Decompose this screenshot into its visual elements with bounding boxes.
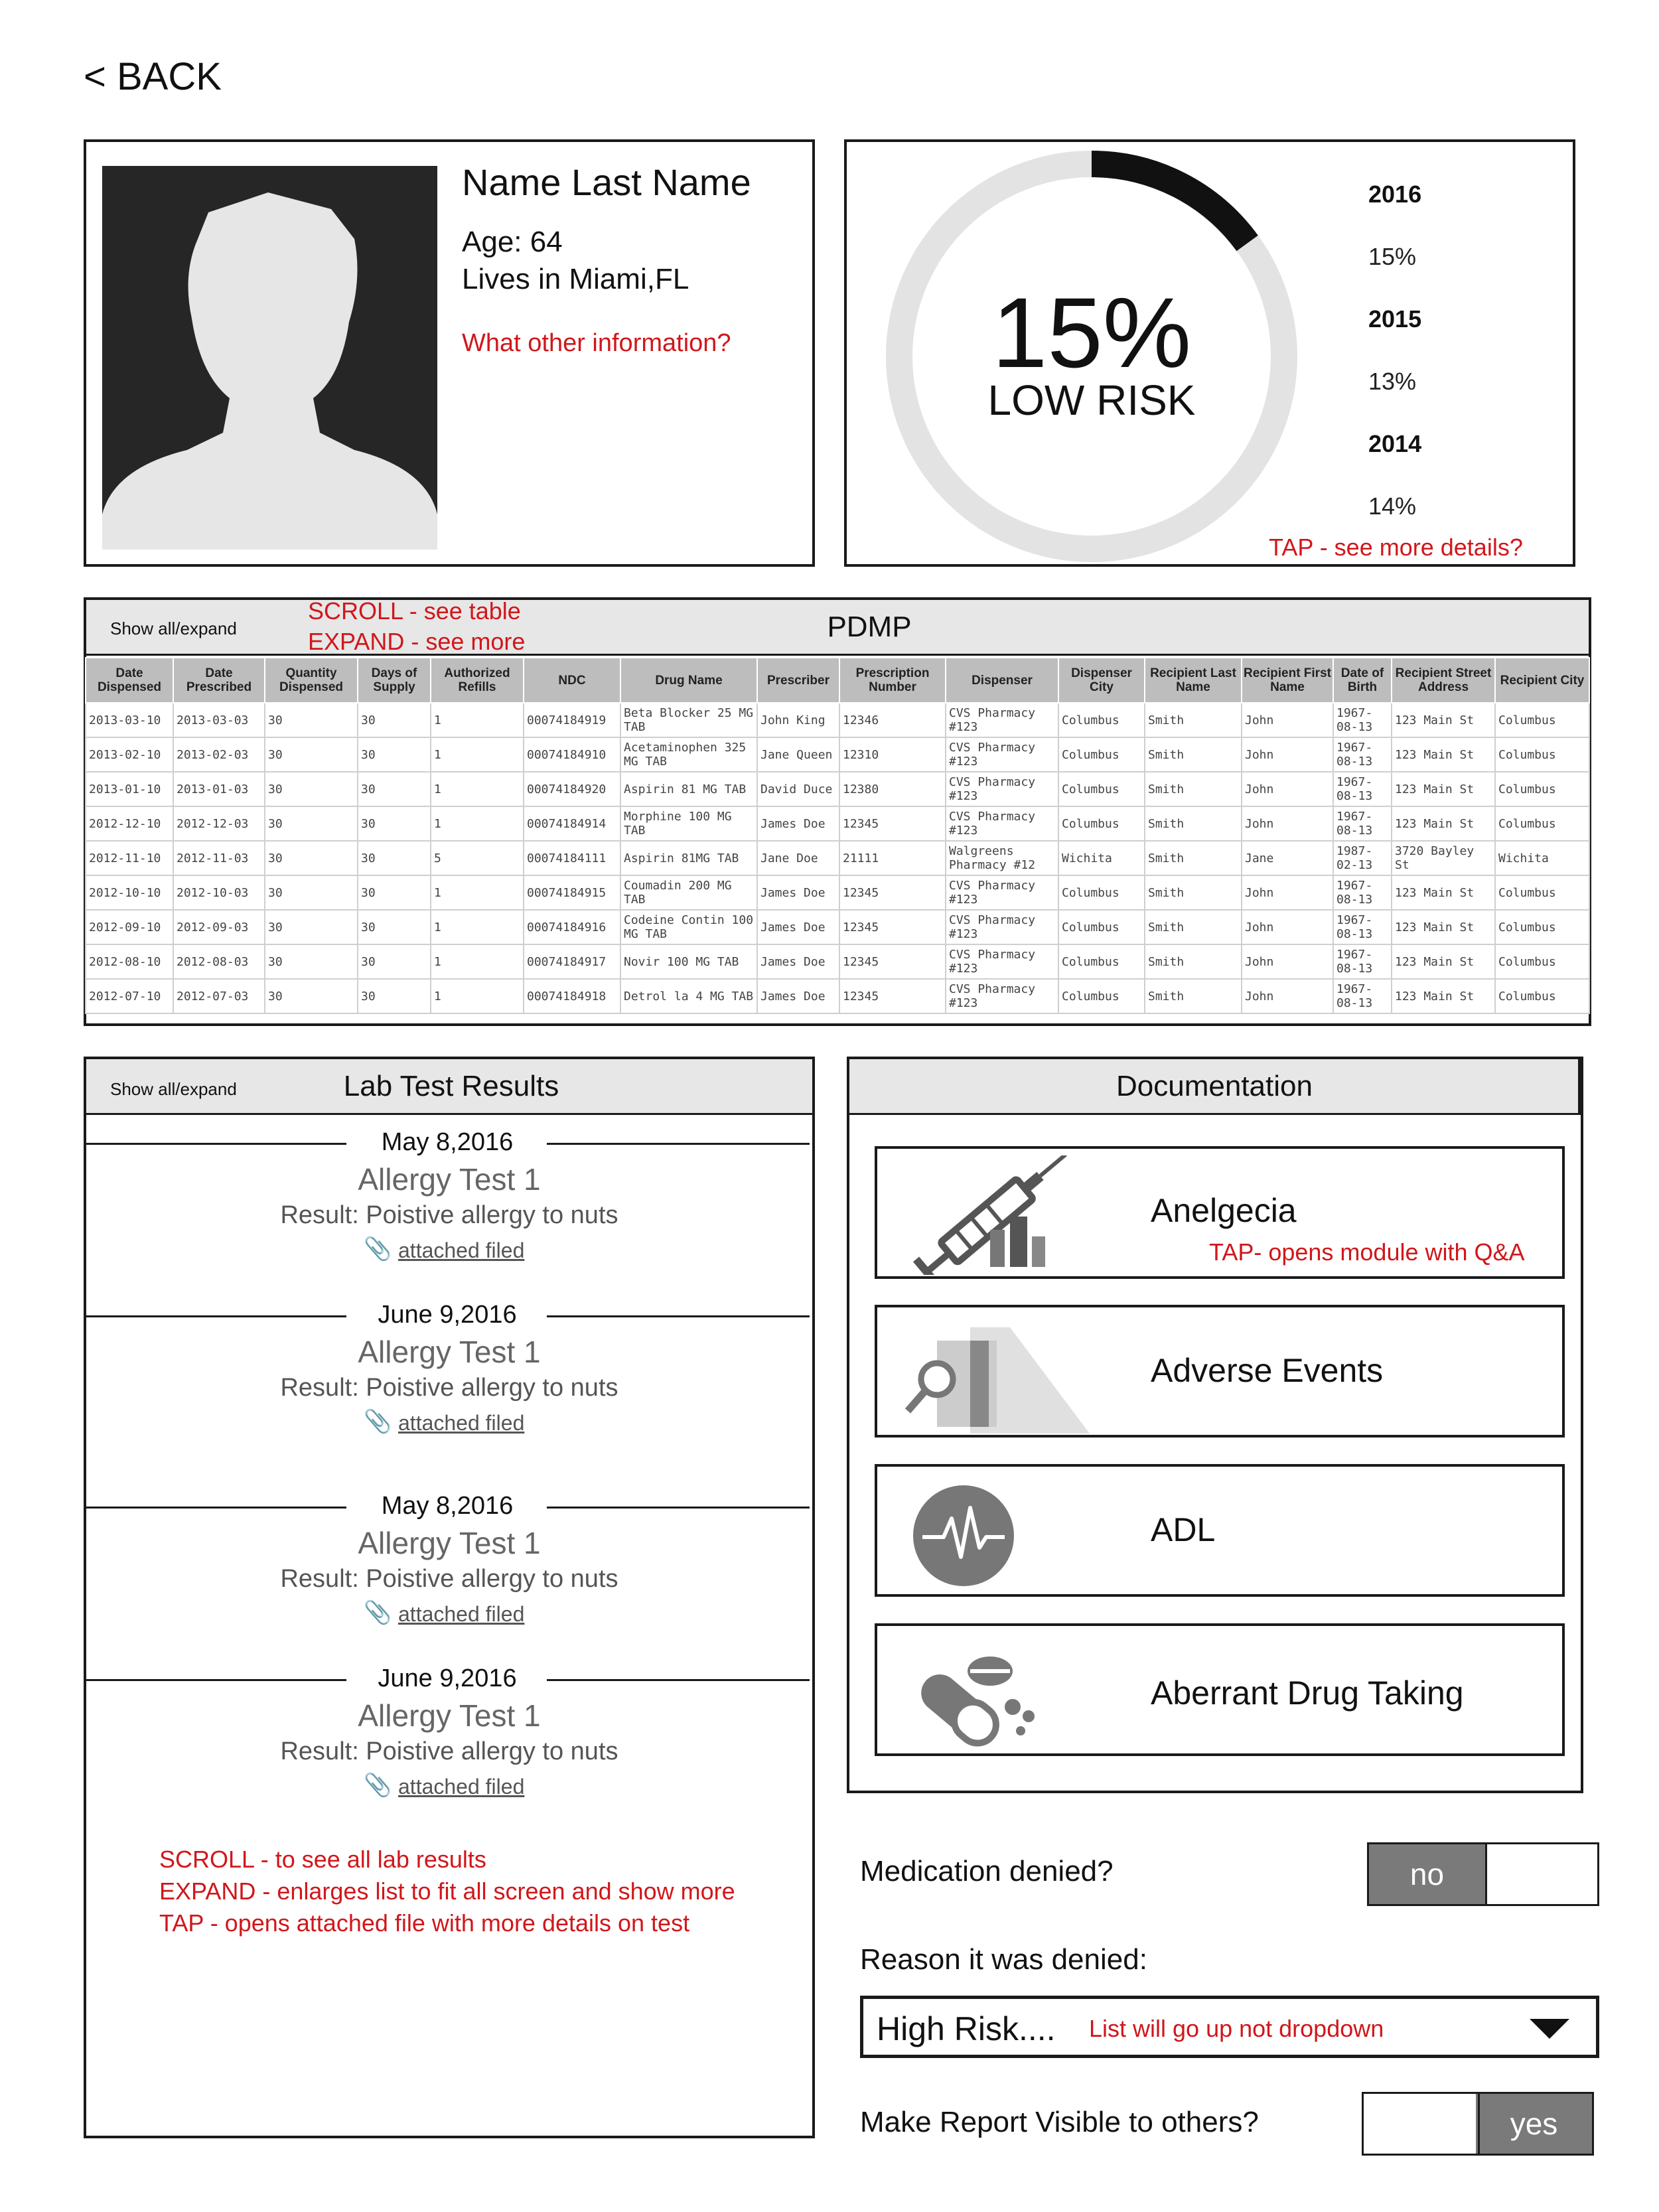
table-cell: 30 — [265, 737, 358, 772]
table-cell: Columbus — [1058, 944, 1145, 979]
table-cell: Smith — [1145, 979, 1242, 1013]
lab-result: Result: Poistive allergy to nuts — [280, 1201, 618, 1229]
avatar — [102, 166, 437, 550]
table-cell: 2012-07-10 — [86, 979, 173, 1013]
toggle-no-option[interactable]: no — [1369, 1844, 1485, 1904]
lab-test-name: Allergy Test 1 — [358, 1162, 541, 1197]
table-cell: 30 — [358, 910, 431, 944]
table-cell: 1987-02-13 — [1333, 841, 1392, 875]
table-cell: Smith — [1145, 737, 1242, 772]
lab-result: Result: Poistive allergy to nuts — [280, 1565, 618, 1593]
table-cell: 1967-08-13 — [1333, 944, 1392, 979]
table-cell: Codeine Contin 100 MG TAB — [620, 910, 757, 944]
table-cell: 30 — [358, 979, 431, 1013]
lab-divider — [547, 1315, 810, 1317]
risk-percent: 15% — [991, 277, 1192, 388]
table-cell: Columbus — [1058, 910, 1145, 944]
table-cell: Walgreens Pharmacy #12 — [946, 841, 1058, 875]
lab-attachment-link[interactable]: attached filed — [398, 1775, 525, 1799]
table-cell: Beta Blocker 25 MG TAB — [620, 703, 757, 737]
lab-annotation-expand: EXPAND - enlarges list to fit all screen and show more — [159, 1878, 735, 1905]
pdmp-column-header: Prescriber — [757, 658, 839, 703]
table-cell: John — [1242, 979, 1333, 1013]
table-cell: John — [1242, 772, 1333, 806]
table-cell: 12345 — [839, 944, 946, 979]
patient-location: Lives in Miami,FL — [462, 263, 689, 295]
table-cell: Smith — [1145, 944, 1242, 979]
lab-date: May 8,2016 — [381, 1128, 514, 1156]
table-cell: 2012-12-10 — [86, 806, 173, 841]
pdmp-annotation-scroll: SCROLL - see table — [308, 597, 521, 625]
table-cell: 1967-08-13 — [1333, 875, 1392, 910]
table-cell: 00074184111 — [524, 841, 620, 875]
table-cell: 12310 — [839, 737, 946, 772]
table-cell: 1 — [431, 703, 524, 737]
pills-icon — [891, 1633, 1090, 1752]
pdmp-title: PDMP — [827, 611, 912, 643]
table-cell: Jane Doe — [757, 841, 839, 875]
table-cell: 123 Main St — [1392, 910, 1495, 944]
lab-divider — [86, 1315, 346, 1317]
lab-divider — [547, 1507, 810, 1509]
lab-result: Result: Poistive allergy to nuts — [280, 1737, 618, 1765]
lab-attachment-link[interactable]: attached filed — [398, 1238, 525, 1262]
medication-denied-toggle[interactable] — [1367, 1842, 1599, 1906]
table-cell: 00074184916 — [524, 910, 620, 944]
table-cell: Columbus — [1495, 944, 1589, 979]
medication-denied-label: Medication denied? — [860, 1855, 1114, 1887]
table-cell: 21111 — [839, 841, 946, 875]
reason-select[interactable] — [860, 1996, 1599, 2058]
visible-to-others-label: Make Report Visible to others? — [860, 2106, 1259, 2138]
toggle-divider — [1478, 2094, 1480, 2154]
table-cell: Coumadin 200 MG TAB — [620, 875, 757, 910]
table-cell: 30 — [265, 806, 358, 841]
table-cell: Columbus — [1058, 806, 1145, 841]
table-cell: 30 — [358, 772, 431, 806]
table-cell: John — [1242, 944, 1333, 979]
table-cell: Columbus — [1058, 737, 1145, 772]
table-cell: 00074184918 — [524, 979, 620, 1013]
heartbeat-icon — [891, 1473, 1090, 1593]
table-cell: 30 — [358, 841, 431, 875]
table-cell: Columbus — [1058, 875, 1145, 910]
table-cell: Columbus — [1495, 875, 1589, 910]
table-cell: 1 — [431, 772, 524, 806]
chevron-down-icon — [1530, 2019, 1569, 2039]
table-row[interactable] — [86, 806, 1589, 841]
lab-divider — [547, 1679, 810, 1681]
lab-annotation-tap: TAP - opens attached file with more details on test — [159, 1909, 690, 1937]
table-cell: 30 — [358, 703, 431, 737]
table-cell: CVS Pharmacy #123 — [946, 806, 1058, 841]
table-cell: Columbus — [1495, 806, 1589, 841]
table-cell: Columbus — [1495, 910, 1589, 944]
table-cell: Columbus — [1495, 772, 1589, 806]
table-row[interactable] — [86, 841, 1589, 875]
table-cell: CVS Pharmacy #123 — [946, 703, 1058, 737]
table-cell: Morphine 100 MG TAB — [620, 806, 757, 841]
pdmp-column-header: Dispenser — [946, 658, 1058, 703]
table-cell: 2013-03-10 — [86, 703, 173, 737]
table-cell: 12345 — [839, 806, 946, 841]
table-cell: 30 — [265, 979, 358, 1013]
table-cell: 3720 Bayley St — [1392, 841, 1495, 875]
table-cell: 2012-12-03 — [173, 806, 265, 841]
pdmp-column-header: Drug Name — [620, 658, 757, 703]
table-cell: Jane — [1242, 841, 1333, 875]
table-cell: Detrol la 4 MG TAB — [620, 979, 757, 1013]
toggle-divider — [1485, 1844, 1487, 1904]
lab-annotation-scroll: SCROLL - to see all lab results — [159, 1846, 486, 1873]
table-cell: Columbus — [1495, 979, 1589, 1013]
doc-card-analgesia[interactable] — [875, 1146, 1565, 1279]
table-cell: CVS Pharmacy #123 — [946, 910, 1058, 944]
table-cell: CVS Pharmacy #123 — [946, 979, 1058, 1013]
visible-to-others-toggle[interactable] — [1362, 2092, 1594, 2156]
lab-date: June 9,2016 — [378, 1301, 517, 1329]
table-cell: Smith — [1145, 841, 1242, 875]
table-cell: 2013-01-03 — [173, 772, 265, 806]
risk-year: 2015 — [1368, 305, 1422, 332]
table-cell: 00074184919 — [524, 703, 620, 737]
doc-card-adl[interactable] — [875, 1464, 1565, 1597]
back-button[interactable]: < BACK — [84, 55, 222, 98]
person-silhouette-icon — [102, 166, 437, 550]
table-cell: 1967-08-13 — [1333, 737, 1392, 772]
table-row[interactable] — [86, 875, 1589, 910]
pdmp-column-header: Recipient First Name — [1242, 658, 1333, 703]
table-cell: David Duce — [757, 772, 839, 806]
table-cell: 2013-02-10 — [86, 737, 173, 772]
table-cell: 12345 — [839, 979, 946, 1013]
table-cell: 1 — [431, 737, 524, 772]
table-cell: 2012-11-03 — [173, 841, 265, 875]
risk-year-value: 13% — [1368, 368, 1417, 395]
lab-divider — [86, 1507, 346, 1509]
risk-year-value: 14% — [1368, 492, 1417, 520]
table-cell: Smith — [1145, 772, 1242, 806]
profile-annotation: What other information? — [462, 329, 731, 357]
table-row[interactable] — [86, 737, 1589, 772]
table-cell: Acetaminophen 325 MG TAB — [620, 737, 757, 772]
table-cell: 1967-08-13 — [1333, 979, 1392, 1013]
pdmp-annotation-expand: EXPAND - see more — [308, 628, 526, 655]
table-cell: 123 Main St — [1392, 772, 1495, 806]
reason-selected-value: High Risk.... — [877, 2010, 1056, 2047]
pdmp-column-header: Recipient City — [1495, 658, 1589, 703]
table-cell: CVS Pharmacy #123 — [946, 772, 1058, 806]
table-cell: Wichita — [1495, 841, 1589, 875]
table-cell: 12380 — [839, 772, 946, 806]
table-cell: John — [1242, 875, 1333, 910]
table-cell: Aspirin 81 MG TAB — [620, 772, 757, 806]
doc-card-title: ADL — [1151, 1511, 1216, 1548]
table-cell: James Doe — [757, 979, 839, 1013]
table-cell: CVS Pharmacy #123 — [946, 737, 1058, 772]
table-cell: Smith — [1145, 703, 1242, 737]
doc-card-title: Aberrant Drug Taking — [1151, 1674, 1464, 1712]
reason-label: Reason it was denied: — [860, 1943, 1147, 1976]
risk-ring-fill — [1092, 164, 1248, 244]
table-cell: 30 — [265, 841, 358, 875]
table-cell: 00074184920 — [524, 772, 620, 806]
reason-annotation: List will go up not dropdown — [1089, 2015, 1384, 2042]
lab-show-all-button[interactable]: Show all/expand — [110, 1079, 237, 1099]
table-cell: 123 Main St — [1392, 806, 1495, 841]
table-cell: Wichita — [1058, 841, 1145, 875]
doc-card-annotation: TAP- opens module with Q&A — [1209, 1238, 1525, 1266]
table-cell: 30 — [358, 875, 431, 910]
toggle-yes-option[interactable]: yes — [1476, 2094, 1592, 2154]
table-cell: 1 — [431, 910, 524, 944]
table-cell: 2012-08-03 — [173, 944, 265, 979]
table-cell: Columbus — [1058, 979, 1145, 1013]
table-cell: 30 — [265, 772, 358, 806]
risk-label: LOW RISK — [987, 376, 1196, 424]
table-cell: 30 — [265, 944, 358, 979]
table-cell: Aspirin 81MG TAB — [620, 841, 757, 875]
table-cell: Columbus — [1058, 703, 1145, 737]
pdmp-column-header: Date of Birth — [1333, 658, 1392, 703]
table-row[interactable] — [86, 979, 1589, 1013]
table-cell: 1 — [431, 979, 524, 1013]
paperclip-icon: 📎 — [364, 1773, 392, 1798]
table-cell: John — [1242, 703, 1333, 737]
lab-divider — [86, 1143, 346, 1145]
pdmp-table-header-row — [86, 658, 1589, 703]
table-cell: 30 — [358, 737, 431, 772]
table-row[interactable] — [86, 944, 1589, 979]
table-cell: Novir 100 MG TAB — [620, 944, 757, 979]
lab-results-title: Lab Test Results — [343, 1070, 559, 1102]
table-cell: 123 Main St — [1392, 944, 1495, 979]
pdmp-column-header: Authorized Refills — [431, 658, 524, 703]
pdmp-column-header: Date Prescribed — [173, 658, 265, 703]
lab-test-name: Allergy Test 1 — [358, 1526, 541, 1560]
lab-divider — [547, 1143, 810, 1145]
pdmp-column-header: Prescription Number — [839, 658, 946, 703]
table-cell: 12346 — [839, 703, 946, 737]
table-cell: Smith — [1145, 910, 1242, 944]
table-cell: CVS Pharmacy #123 — [946, 944, 1058, 979]
table-cell: 1967-08-13 — [1333, 703, 1392, 737]
document-search-icon — [891, 1314, 1090, 1434]
table-cell: 30 — [358, 806, 431, 841]
table-cell: 5 — [431, 841, 524, 875]
table-cell: 2012-10-10 — [86, 875, 173, 910]
pdmp-column-header: Dispenser City — [1058, 658, 1145, 703]
doc-card-aberrant-drug-taking[interactable] — [875, 1623, 1565, 1756]
table-cell: 123 Main St — [1392, 875, 1495, 910]
table-cell: 30 — [265, 875, 358, 910]
table-cell: 30 — [358, 944, 431, 979]
risk-annotation: TAP - see more details? — [1269, 534, 1523, 561]
table-cell: 123 Main St — [1392, 703, 1495, 737]
table-cell: CVS Pharmacy #123 — [946, 875, 1058, 910]
doc-card-title: Anelgecia — [1151, 1192, 1297, 1229]
pdmp-column-header: Quantity Dispensed — [265, 658, 358, 703]
doc-card-title: Adverse Events — [1151, 1352, 1384, 1389]
table-cell: 123 Main St — [1392, 737, 1495, 772]
table-cell: 30 — [265, 910, 358, 944]
table-cell: 2012-07-03 — [173, 979, 265, 1013]
table-cell: 12345 — [839, 910, 946, 944]
table-cell: James Doe — [757, 875, 839, 910]
lab-date: June 9,2016 — [378, 1664, 517, 1692]
table-cell: Columbus — [1495, 737, 1589, 772]
lab-date: May 8,2016 — [381, 1492, 514, 1520]
table-cell: John King — [757, 703, 839, 737]
table-cell: 2013-01-10 — [86, 772, 173, 806]
pdmp-column-header: Recipient Last Name — [1145, 658, 1242, 703]
table-cell: 1 — [431, 806, 524, 841]
table-cell: 1967-08-13 — [1333, 910, 1392, 944]
table-cell: James Doe — [757, 910, 839, 944]
lab-attachment-link[interactable]: attached filed — [398, 1411, 525, 1435]
table-cell: 30 — [265, 703, 358, 737]
table-cell: 2013-03-03 — [173, 703, 265, 737]
documentation-title: Documentation — [1116, 1070, 1313, 1102]
table-cell: 2013-02-03 — [173, 737, 265, 772]
pdmp-column-header: Recipient Street Address — [1392, 658, 1495, 703]
table-cell: Columbus — [1058, 772, 1145, 806]
pdmp-column-header: Date Dispensed — [86, 658, 173, 703]
table-cell: John — [1242, 910, 1333, 944]
lab-test-name: Allergy Test 1 — [358, 1335, 541, 1369]
patient-name: Name Last Name — [462, 161, 751, 203]
paperclip-icon: 📎 — [364, 1600, 392, 1625]
syringe-icon — [891, 1155, 1090, 1275]
table-cell: 2012-11-10 — [86, 841, 173, 875]
table-cell: Smith — [1145, 875, 1242, 910]
risk-year: 2016 — [1368, 181, 1422, 208]
table-cell: 2012-08-10 — [86, 944, 173, 979]
table-cell: James Doe — [757, 944, 839, 979]
table-row[interactable] — [86, 910, 1589, 944]
table-cell: 00074184914 — [524, 806, 620, 841]
risk-year: 2014 — [1368, 430, 1422, 457]
table-cell: Columbus — [1495, 703, 1589, 737]
table-cell: James Doe — [757, 806, 839, 841]
doc-card-adverse-events[interactable] — [875, 1305, 1565, 1438]
table-cell: 123 Main St — [1392, 979, 1495, 1013]
table-cell: Smith — [1145, 806, 1242, 841]
table-cell: John — [1242, 806, 1333, 841]
lab-divider — [86, 1679, 346, 1681]
table-cell: John — [1242, 737, 1333, 772]
pdmp-show-all-button[interactable]: Show all/expand — [110, 619, 237, 638]
pdmp-column-header: NDC — [524, 658, 620, 703]
pdmp-column-header: Days of Supply — [358, 658, 431, 703]
lab-annotations — [159, 1844, 735, 1939]
table-cell: 12345 — [839, 875, 946, 910]
table-cell: Jane Queen — [757, 737, 839, 772]
paperclip-icon: 📎 — [364, 1236, 392, 1262]
table-cell: 00074184915 — [524, 875, 620, 910]
lab-result: Result: Poistive allergy to nuts — [280, 1374, 618, 1402]
patient-age: Age: 64 — [462, 226, 563, 258]
lab-attachment-link[interactable]: attached filed — [398, 1602, 525, 1626]
paperclip-icon: 📎 — [364, 1409, 392, 1434]
table-cell: 2012-10-03 — [173, 875, 265, 910]
table-cell: 1 — [431, 944, 524, 979]
table-row[interactable] — [86, 703, 1589, 737]
table-row[interactable] — [86, 772, 1589, 806]
risk-year-value: 15% — [1368, 243, 1417, 270]
table-cell: 00074184917 — [524, 944, 620, 979]
table-cell: 1967-08-13 — [1333, 772, 1392, 806]
table-cell: 2012-09-03 — [173, 910, 265, 944]
table-cell: 2012-09-10 — [86, 910, 173, 944]
lab-test-name: Allergy Test 1 — [358, 1698, 541, 1733]
pdmp-table[interactable] — [85, 657, 1590, 1014]
table-cell: 00074184910 — [524, 737, 620, 772]
table-cell: 1967-08-13 — [1333, 806, 1392, 841]
table-cell: 1 — [431, 875, 524, 910]
